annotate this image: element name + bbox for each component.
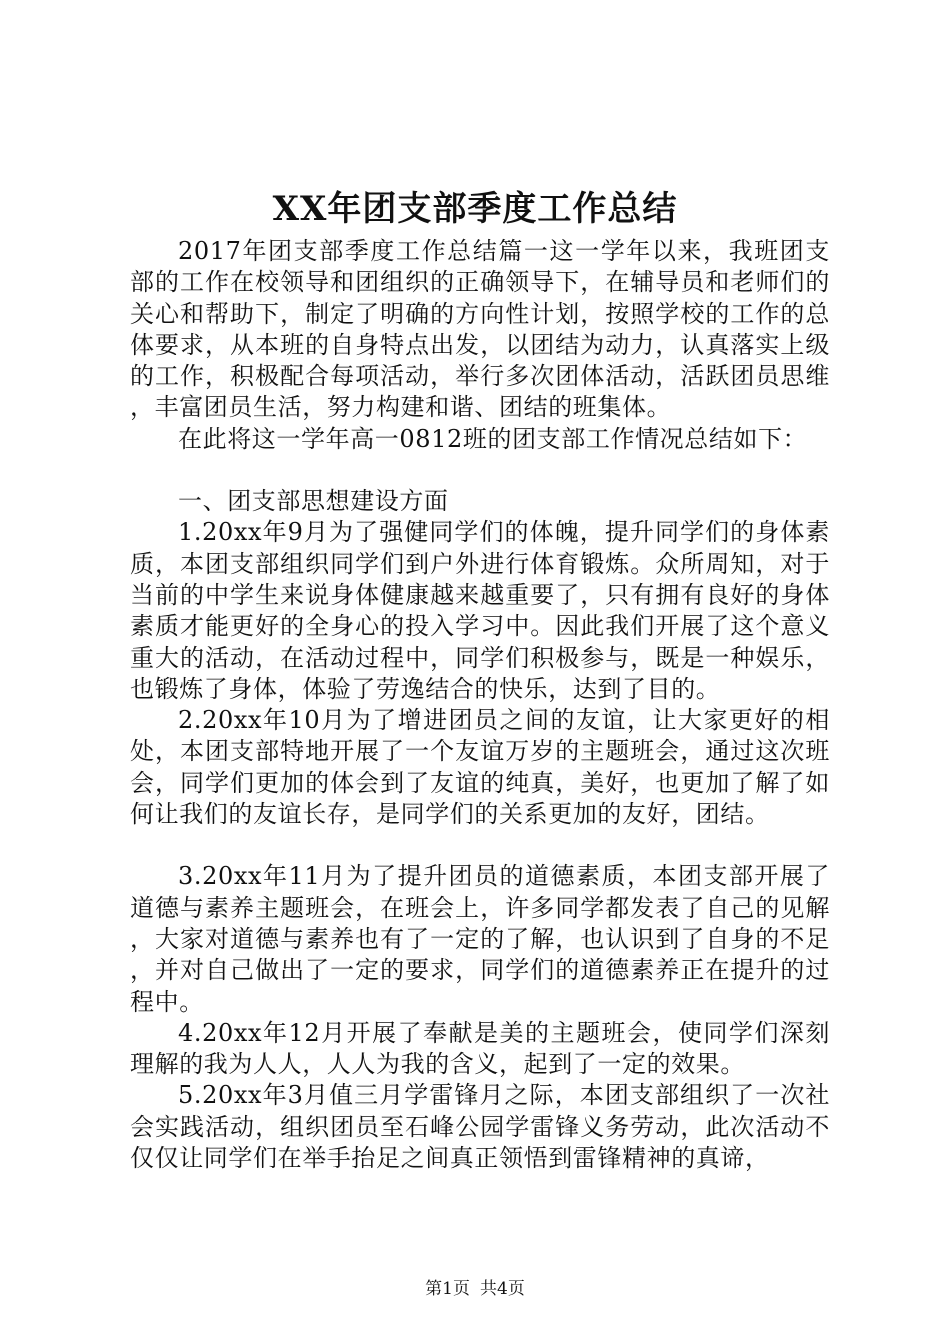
paragraph-item-3: 3.20xx年11月为了提升团员的道德素质，本团支部开展了道德与素养主题班会，在班会上，许多同学都发表了自己的见解，大家对道德与素养也有了一定的了解，也认识到了自身的不足，并对自己做出了一定的要求，同学们的道德素养正在提升的过程中。	[130, 862, 830, 1016]
blank-line	[130, 455, 830, 486]
paragraph-intro: 2017年团支部季度工作总结篇一这一学年以来，我班团支部的工作在校领导和团组织的正确领导下，在辅导员和老师们的关心和帮助下，制定了明确的方向性计划，按照学校的工作的总体要求，从本班的自身特点出发，以团结为动力，认真落实上级的工作，积极配合每项活动，举行多次团体活动，活跃团员思维，丰富团员生活，努力构建和谐、团结的班集体。	[130, 237, 830, 422]
paragraph-item-5: 5.20xx年3月值三月学雷锋月之际，本团支部组织了一次社会实践活动，组织团员至石峰公园学雷锋义务劳动，此次活动不仅仅让同学们在举手抬足之间真正领悟到雷锋精神的真谛，	[130, 1081, 830, 1173]
paragraph-summary-lead: 在此将这一学年高一0812班的团支部工作情况总结如下：	[178, 424, 808, 453]
paragraph-item-2: 2.20xx年10月为了增进团员之间的友谊，让大家更好的相处，本团支部特地开展了一个友谊万岁的主题班会，通过这次班会，同学们更加的体会到了友谊的纯真，美好，也更加了解了如何让我们的友谊长存，是同学们的关系更加的友好，团结。	[130, 706, 830, 829]
paragraph-item-1: 1.20xx年9月为了强健同学们的体魄，提升同学们的身体素质，本团支部组织同学们到户外进行体育锻炼。众所周知，对于当前的中学生来说身体健康越来越重要了，只有拥有良好的身体素质才能更好的全身心的投入学习中。因此我们开展了这个意义重大的活动，在活动过程中，同学们积极参与，既是一种娱乐，也锻炼了身体，体验了劳逸结合的快乐，达到了目的。	[130, 518, 830, 703]
page-footer	[0, 1278, 950, 1300]
paragraph-item-4: 4.20xx年12月开展了奉献是美的主题班会，使同学们深刻理解的我为人人，人人为我的含义，起到了一定的效果。	[130, 1018, 830, 1079]
section-heading: 一、团支部思想建设方面	[178, 487, 449, 516]
document-body	[130, 236, 830, 1174]
blank-line	[130, 830, 830, 861]
page-number: 第1页	[425, 1279, 470, 1299]
page-total: 共4页	[480, 1279, 525, 1299]
document-title: XX年团支部季度工作总结	[272, 189, 678, 229]
